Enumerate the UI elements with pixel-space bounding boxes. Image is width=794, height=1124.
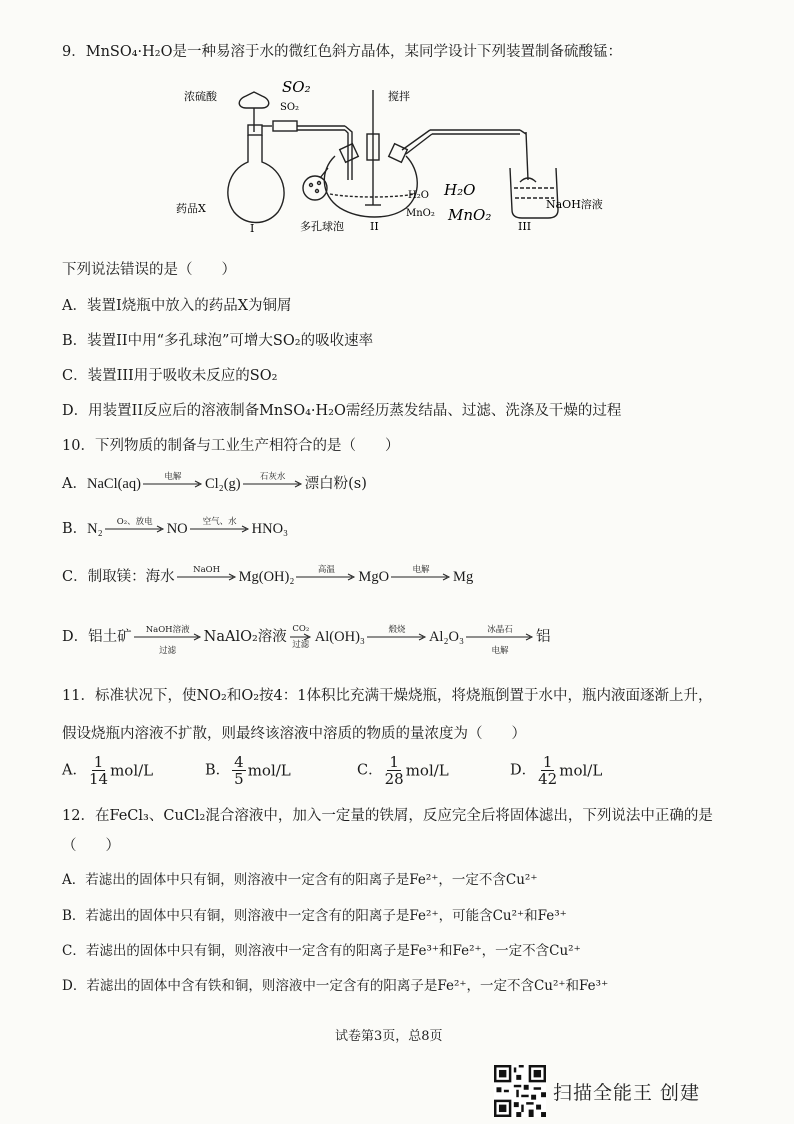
q9-option-d: D．用装置II反应后的溶液制备MnSO₄·H₂O需经历蒸发结晶、过滤、洗涤及干燥的过程 [62, 403, 622, 419]
q10-option-a [62, 474, 367, 494]
q12-line2: （ ） [62, 838, 120, 854]
unit: mol/L [559, 761, 603, 780]
arrow-icon [243, 481, 303, 487]
q10c-prefix: C．制取镁： [62, 569, 146, 585]
q10d-arrow4-bottom: 电解 [491, 646, 509, 656]
q11-option-b [205, 754, 291, 787]
q12-option-d: D．若滤出的固体中含有铁和铜，则溶液中一定含有的阳离子是Fe²⁺，一定不含Cu²⁺和Fe³⁺ [62, 978, 609, 994]
q12-option-b: B．若滤出的固体中只有铜，则溶液中一定含有的阳离子是Fe²⁺，可能含Cu²⁺和Fe³⁺ [62, 908, 567, 924]
fraction-numerator: 1 [389, 753, 399, 771]
q10-option-d [62, 624, 551, 656]
fraction-denominator: 14 [88, 770, 109, 788]
fraction-denominator: 5 [234, 770, 244, 788]
q10a-arrow1-label: 电解 [164, 472, 182, 482]
q10d-s3: Al(OH)₃ [314, 629, 365, 645]
q10d-arrow4-top: 冰晶石 [487, 625, 513, 635]
label-apparatus-i: I [250, 222, 255, 235]
label-naoh-solution: NaOH溶液 [546, 198, 603, 211]
q10c-s2: Mg(OH)₂ [238, 569, 295, 585]
fraction-denominator: 28 [384, 770, 404, 788]
label-mno2-printed: MnO₂ [406, 208, 435, 219]
label-conc-acid: 浓硫酸 [184, 90, 217, 103]
fraction [89, 754, 108, 787]
label-h2o-handwritten: H₂O [444, 181, 476, 199]
q10d-s1: 铝土矿 [88, 629, 132, 645]
q10a-arrow2-label: 石灰水 [259, 472, 286, 482]
q11-line2: 假设烧瓶内溶液不扩散，则最终该溶液中溶质的物质的量浓度为（ ） [62, 726, 526, 742]
arrow-icon [177, 574, 237, 580]
q10d-s5: 铝 [536, 629, 551, 645]
arrow-icon [466, 634, 534, 640]
qr-code-icon [494, 1065, 546, 1117]
unit: mol/L [247, 761, 291, 780]
q10c-arrow1-label: NaOH [193, 565, 221, 575]
q10d-arrow3-label: 煅烧 [388, 625, 406, 635]
q10d-arrow1-top: NaOH溶液 [145, 625, 190, 635]
q10d-arrow2-top: CO₂ [292, 624, 310, 634]
apparatus-diagram [170, 70, 603, 245]
fraction-numerator: 1 [542, 753, 553, 771]
page-footer: 试卷第3页，总8页 [335, 1029, 443, 1044]
q9-question: 下列说法错误的是（ ） [62, 262, 236, 278]
q11b-label: B． [205, 762, 231, 779]
fraction-denominator: 42 [538, 770, 558, 788]
q11a-label: A． [62, 762, 87, 779]
q10-option-b [62, 519, 288, 539]
q10a-s3: 漂白粉(s) [304, 476, 367, 492]
q10d-s4: Al₂O₃ [428, 629, 465, 645]
unit: mol/L [405, 761, 449, 780]
q9-option-b: B．装置II中用“多孔球泡”可增大SO₂的吸收速率 [62, 333, 374, 349]
label-porous-bulb: 多孔球泡 [300, 220, 344, 233]
arrow-icon [391, 574, 451, 580]
fraction-numerator: 4 [234, 753, 244, 771]
unit: mol/L [110, 761, 154, 780]
arrow-icon [134, 634, 202, 640]
q10b-arrow2-label: 空气、水 [202, 517, 237, 527]
q10a-prefix: A． [62, 476, 87, 492]
q12-option-c: C．若滤出的固体中只有铜，则溶液中一定含有的阳离子是Fe³⁺和Fe²⁺，一定不含Cu²⁺ [62, 943, 581, 959]
arrow-icon [367, 634, 427, 640]
q10d-arrow2-bottom: 过滤 [292, 640, 310, 650]
q10c-arrow3-label: 电解 [412, 565, 430, 575]
arrow-icon [190, 526, 250, 532]
q11d-label: D． [510, 762, 537, 779]
arrow-icon [143, 481, 203, 487]
fraction [538, 754, 557, 787]
q12-option-a: A．若滤出的固体中只有铜，则溶液中一定含有的阳离子是Fe²⁺，一定不含Cu²⁺ [62, 872, 538, 888]
q10c-s3: MgO [358, 569, 390, 585]
q11-option-a [62, 754, 153, 787]
q10-stem: 10．下列物质的制备与工业生产相符合的是（ ） [62, 438, 400, 454]
q9-option-c: C．装置III用于吸收未反应的SO₂ [62, 368, 278, 384]
q10b-s1: N₂ [87, 521, 103, 537]
q11-option-c [357, 754, 449, 787]
q10b-arrow1-label: O₂、放电 [116, 517, 153, 527]
q10a-s1: NaCl(aq) [86, 476, 141, 492]
label-apparatus-ii: II [370, 220, 379, 233]
arrow-icon [296, 574, 356, 580]
q10c-s4: Mg [453, 569, 474, 585]
q9-stem: 9．MnSO₄·H₂O是一种易溶于水的微红色斜方晶体，某同学设计下列装置制备硫酸锰： [62, 44, 622, 60]
q10c-arrow2-label: 高温 [317, 565, 335, 575]
q10-option-c [62, 567, 473, 587]
label-reagent-x: 药品X [176, 202, 206, 215]
label-apparatus-iii: III [518, 220, 532, 233]
fraction [232, 754, 246, 787]
q11c-label: C． [357, 762, 383, 779]
label-h2o-printed: H₂O [408, 190, 429, 201]
label-stir: 搅拌 [388, 90, 410, 103]
q10b-s2: NO [166, 521, 188, 537]
q10c-s1: 海水 [145, 569, 175, 585]
q11-line1: 11．标准状况下，使NO₂和O₂按4：1体积比充满干燥烧瓶，将烧瓶倒置于水中，瓶内液面逐渐上升， [62, 688, 713, 704]
q10d-s2: NaAlO₂溶液 [203, 629, 287, 645]
label-so2-printed: SO₂ [280, 102, 300, 113]
q10b-prefix: B． [62, 521, 88, 537]
q9-option-a: A．装置I烧瓶中放入的药品X为铜屑 [62, 298, 292, 314]
label-mno2-handwritten: MnO₂ [448, 206, 492, 224]
q10a-s2: Cl₂(g) [204, 476, 241, 492]
q12-line1: 12．在FeCl₃、CuCl₂混合溶液中，加入一定量的铁屑，反应完全后将固体滤出，下列说法中正确的是 [62, 808, 713, 824]
scanner-brand: 扫描全能王 创建 [553, 1082, 701, 1104]
label-so2-handwritten: SO₂ [282, 78, 311, 96]
q10d-arrow1-bottom: 过滤 [159, 646, 177, 656]
q11-option-d [510, 754, 602, 787]
fraction [385, 754, 404, 787]
arrow-icon [105, 526, 165, 532]
q10b-s3: HNO₃ [251, 521, 289, 537]
q10d-prefix: D． [62, 629, 89, 645]
fraction-numerator: 1 [93, 753, 104, 771]
